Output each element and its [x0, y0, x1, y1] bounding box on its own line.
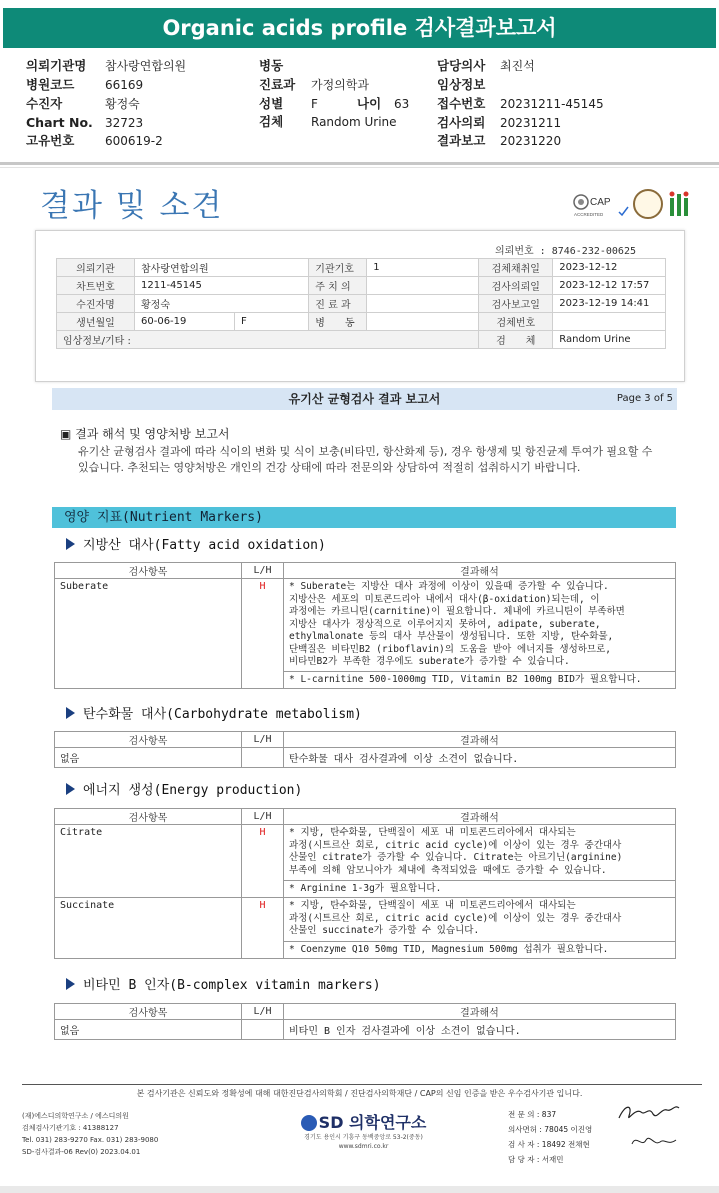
footer-line: Tel. 031) 283-9270 Fax. 031) 283-9080 — [22, 1136, 159, 1144]
table-row — [57, 277, 666, 295]
footer-contact — [22, 1110, 158, 1158]
signer-line: 검 사 자 : 18492 전채현 — [508, 1140, 590, 1149]
signer-line: 담 당 자 : 서재민 — [508, 1155, 564, 1164]
result-cell — [284, 579, 676, 672]
column-header: 검사항목 — [55, 563, 242, 579]
flag-cell — [242, 1020, 284, 1040]
sd-logo-icon — [301, 1115, 317, 1131]
lab-logo-icon — [668, 190, 690, 218]
table-key: 의뢰기관 — [57, 259, 135, 277]
table-row — [57, 313, 666, 331]
table-value — [367, 277, 479, 295]
table-value — [553, 313, 666, 331]
column-header: 결과해석 — [284, 563, 676, 579]
header-key: Chart No. — [26, 115, 93, 130]
certification-notice: 본 검사기관은 신뢰도와 정확성에 대해 대한진단검사의학회 / 진단검사의학재단 / CAP의 신임 인증을 받은 우수검사기관 입니다. — [136, 1089, 583, 1098]
table-key: 검체채취일 — [479, 259, 553, 277]
table-row — [57, 259, 666, 277]
header-value: Random Urine — [311, 115, 397, 129]
table-header-row — [55, 563, 676, 579]
interpretation-heading: ▣ 결과 해석 및 영양처방 보고서 — [60, 427, 230, 441]
header-key: 병원코드 — [26, 77, 75, 92]
cap-logo-subtext: ACCREDITED — [574, 212, 604, 217]
table-key: 검사의뢰일 — [479, 277, 553, 295]
triangle-bullet-icon — [66, 783, 75, 795]
table-key: 진 료 과 — [309, 295, 367, 313]
table-header-row — [55, 809, 676, 825]
nutrient-markers-bar: 영양 지표(Nutrient Markers) — [52, 507, 676, 528]
footer-signers — [508, 1107, 592, 1167]
header-key: 병동 — [259, 58, 284, 73]
table-value — [367, 295, 479, 313]
table-value: F — [235, 313, 309, 331]
column-header: 검사항목 — [55, 809, 242, 825]
signer-line: 전 문 의 : 837 — [508, 1110, 557, 1119]
sd-logo-text: SD 의학연구소 — [318, 1113, 427, 1132]
header-value: 20231220 — [500, 134, 562, 148]
header-value: 20231211 — [500, 116, 562, 130]
report-subtitle: 유기산 균형검사 결과 보고서 — [288, 392, 441, 406]
age-label: 나이 — [357, 96, 382, 111]
table-key: 주 치 의 — [309, 277, 367, 295]
table-value — [367, 313, 479, 331]
table-key: 검체번호 — [479, 313, 553, 331]
table-value: 2023-12-12 — [553, 259, 666, 277]
marker-name: 없음 — [55, 748, 242, 768]
section-title: 결과 및 소견 — [40, 188, 224, 224]
column-header: 검사항목 — [55, 1004, 242, 1020]
header-value: 최진석 — [500, 59, 535, 73]
divider — [0, 167, 719, 168]
marker-name: 없음 — [55, 1020, 242, 1040]
signer-line: 의사면허 : 78045 이진영 — [508, 1125, 593, 1134]
high-flag: H — [242, 898, 284, 959]
header-key: 검사의뢰 — [437, 115, 486, 130]
fatty-acid-heading — [66, 534, 326, 553]
footer-line: 검체검사기관기호 : 41388127 — [22, 1124, 119, 1132]
result-cell — [284, 898, 676, 942]
header-key: 검체 — [259, 114, 284, 129]
table-key: 차트번호 — [57, 277, 135, 295]
header-value: F — [311, 97, 318, 111]
table-row — [55, 748, 676, 768]
marker-name: Succinate — [55, 898, 242, 959]
table-key: 수진자명 — [57, 295, 135, 313]
table-value: 황정숙 — [135, 295, 309, 313]
age-value: 63 — [394, 97, 410, 111]
report-title: Organic acids profile 검사결과보고서 — [3, 8, 716, 48]
request-number: 의뢰번호 : 8746-232-00625 — [495, 246, 636, 257]
header-key: 의뢰기관명 — [26, 58, 87, 73]
vitamin-b-heading — [66, 974, 381, 993]
signature-icon — [615, 1100, 683, 1126]
result-text: * Suberate는 지방산 대사 과정에 이상이 있을때 증가할 수 있습니다. 지방산은 세포의 미토콘드리아 내에서 대사(β-oxidation)되는데, 이 과정에는 카르니틴(carnitine)이 필요합니다. 체내에 카르니틴이 부족하면 지방산 대사가 정상적으로 이루어지지 못하여, adipate, suberate, ethylmalonate 등의 대사 부산물이 생성됩니다. 또한 지방, 탄수화물, 단백질은 비타민B2 (riboflavin)의 도움을 받아 에너지를 생성하므로, 비타민B2가 부족한 경우에도 suberate가 증가할 수 있습니다. — [289, 581, 625, 667]
footer-line: (재)에스디의학연구소 / 에스디의원 — [22, 1112, 129, 1120]
section-label: 탄수화물 대사(Carbohydrate metabolism) — [83, 707, 362, 722]
recommendation: * L-carnitine 500-1000mg TID, Vitamin B2 100mg BID가 필요합니다. — [284, 671, 676, 688]
table-row — [55, 825, 676, 881]
marker-name: Citrate — [55, 825, 242, 898]
table-key: 병 동 — [309, 313, 367, 331]
result-text: * 지방, 탄수화물, 단백질이 세포 내 미토콘드리아에서 대사되는 과정(시트르산 회로, citric acid cycle)에 이상이 있는 경우 중간대사 산물인 citrate가 증가할 수 있습니다. Citrate는 아르기닌(arginine) 부족에 의해 암모니아가 체내에 축적되었을 때에도 증가할 수 있습니다. — [289, 827, 623, 876]
header-key: 고유번호 — [26, 133, 75, 148]
column-header: L/H — [242, 1004, 284, 1020]
table-value: 1 — [367, 259, 479, 277]
table-value: Random Urine — [553, 331, 666, 349]
result-text: 탄수화물 대사 검사결과에 이상 소견이 없습니다. — [284, 748, 676, 768]
footer-brand — [296, 1110, 431, 1151]
page-number: Page 3 of 5 — [616, 393, 673, 404]
table-value: 2023-12-19 14:41 — [553, 295, 666, 313]
table-key: 검사보고일 — [479, 295, 553, 313]
header-info — [0, 50, 719, 164]
header-key: 진료과 — [259, 77, 296, 92]
high-flag: H — [242, 825, 284, 898]
header-value: 600619-2 — [105, 134, 163, 148]
section-label: 에너지 생성(Energy production) — [83, 783, 303, 798]
table-row — [57, 295, 666, 313]
header-key: 임상정보 — [437, 77, 486, 92]
interpretation-body: 유기산 균형검사 결과에 따라 식이의 변화 및 식이 보충(비타민, 항산화제 등), 경우 항생제 및 항진균제 투여가 필요할 수 있습니다. 추천되는 영양처방은 개인의 건강 상태에 따라 전문의와 상담하여 적절히 섭취하시기 바랍니다. — [78, 445, 653, 474]
column-header: 결과해석 — [284, 809, 676, 825]
society-seal-icon — [633, 189, 663, 219]
triangle-bullet-icon — [66, 707, 75, 719]
header-value: 황정숙 — [105, 97, 140, 111]
cap-logo-text: CAP — [590, 197, 611, 208]
energy-heading — [66, 779, 302, 798]
header-key: 결과보고 — [437, 133, 486, 148]
result-text: * 지방, 탄수화물, 단백질이 세포 내 미토콘드리아에서 대사되는 과정(시트르산 회로, citric acid cycle)에 이상이 있는 경우 중간대사 산물인 succinate가 증가할 수 있습니다. — [289, 900, 622, 936]
table-key: 생년월일 — [57, 313, 135, 331]
table-value: 60-06-19 — [135, 313, 235, 331]
footer-website: www.sdmri.co.kr — [338, 1143, 389, 1150]
column-header: 검사항목 — [55, 732, 242, 748]
energy-table — [54, 808, 676, 959]
column-header: L/H — [242, 809, 284, 825]
table-key: 기관기호 — [309, 259, 367, 277]
result-text: 비타민 B 인자 검사결과에 이상 소견이 없습니다. — [284, 1020, 676, 1040]
footer-line: SD-검사결과-06 Rev(0) 2023.04.01 — [22, 1148, 141, 1156]
column-header: 결과해석 — [284, 732, 676, 748]
column-header: 결과해석 — [284, 1004, 676, 1020]
table-row — [55, 898, 676, 942]
table-value: 참사랑연합의원 — [135, 259, 309, 277]
sd-logo — [296, 1110, 431, 1133]
column-header: L/H — [242, 563, 284, 579]
header-value: 32723 — [105, 116, 144, 130]
table-value: 2023-12-12 17:57 — [553, 277, 666, 295]
table-header-row — [55, 732, 676, 748]
table-row — [55, 579, 676, 672]
vitamin-b-table — [54, 1003, 676, 1040]
result-cell — [284, 825, 676, 881]
header-value: 20231211-45145 — [500, 97, 604, 111]
header-value: 가정의학과 — [311, 78, 369, 92]
header-value: 66169 — [105, 78, 144, 92]
table-key: 검 체 — [479, 331, 553, 349]
header-value: 참사랑연합의원 — [105, 59, 187, 73]
header-key: 성별 — [259, 96, 284, 111]
page-bottom-edge — [0, 1186, 719, 1193]
recommendation: * Arginine 1-3g가 필요합니다. — [284, 881, 676, 898]
high-flag: H — [242, 579, 284, 689]
section-label: 비타민 B 인자(B-complex vitamin markers) — [83, 978, 381, 993]
carbohydrate-table — [54, 731, 676, 768]
recommendation: * Coenzyme Q10 50mg TID, Magnesium 500mg 섭취가 필요합니다. — [284, 942, 676, 959]
divider — [0, 162, 719, 165]
table-row — [57, 331, 666, 349]
triangle-bullet-icon — [66, 978, 75, 990]
footer-divider — [22, 1084, 702, 1085]
report-title-bar — [52, 388, 677, 410]
patient-table — [56, 258, 666, 349]
table-header-row — [55, 1004, 676, 1020]
fatty-acid-table — [54, 562, 676, 689]
section-label: 지방산 대사(Fatty acid oxidation) — [83, 538, 326, 553]
marker-name: Suberate — [55, 579, 242, 689]
table-value: 1211-45145 — [135, 277, 309, 295]
footer-address: 경기도 용인시 기흥구 동백중앙로 53-2(중동) — [304, 1134, 423, 1141]
cap-logo-icon — [573, 190, 629, 220]
table-row — [55, 1020, 676, 1040]
header-key: 담당의사 — [437, 58, 486, 73]
table-key: 임상정보/기타 : — [57, 331, 479, 349]
column-header: L/H — [242, 732, 284, 748]
header-key: 수진자 — [26, 96, 63, 111]
header-key: 접수번호 — [437, 96, 486, 111]
triangle-bullet-icon — [66, 538, 75, 550]
signature-icon — [628, 1130, 680, 1152]
flag-cell — [242, 748, 284, 768]
carbohydrate-heading — [66, 703, 362, 722]
